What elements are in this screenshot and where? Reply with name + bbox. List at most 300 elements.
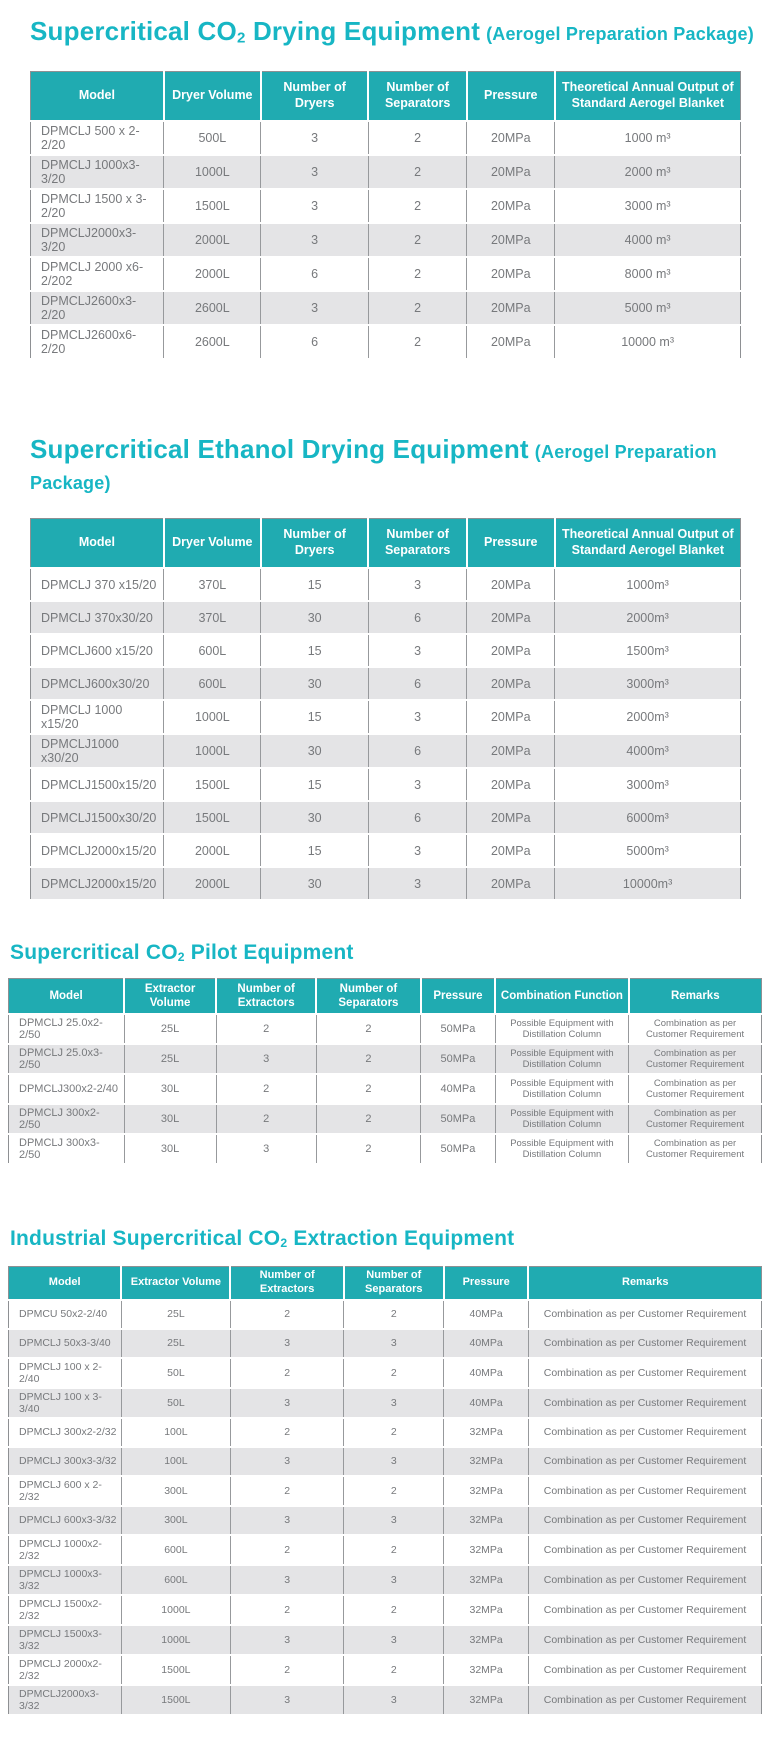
table-cell: 32MPa — [444, 1476, 529, 1506]
table-cell: Combination as per Customer Requirement — [528, 1685, 761, 1715]
table-cell: 1000m³ — [555, 568, 741, 601]
table-cell: 600L — [164, 667, 261, 700]
table-cell: 1500m³ — [555, 634, 741, 667]
table-cell: 32MPa — [444, 1418, 529, 1447]
table-cell: 2 — [344, 1418, 444, 1447]
column-header: Extractor Volume — [124, 979, 216, 1015]
table-row — [9, 1074, 762, 1104]
table-cell: 3 — [261, 155, 369, 189]
table-cell: 40MPa — [444, 1329, 529, 1358]
table-cell: 3 — [261, 121, 369, 155]
table-row — [31, 189, 741, 223]
table-cell: 40MPa — [444, 1300, 529, 1329]
table-cell: Possible Equipment with Distillation Column — [495, 1134, 628, 1164]
header-row — [31, 72, 741, 122]
table-cell: 3 — [368, 634, 466, 667]
table-cell: 1000L — [164, 700, 261, 734]
table-cell: DPMCLJ 100 x 2-2/40 — [9, 1358, 122, 1388]
table-cell: 2 — [230, 1535, 343, 1565]
subscript-2: 2 — [280, 1236, 288, 1251]
table-cell: DPMCLJ 1500x2-2/32 — [9, 1595, 122, 1625]
subscript-2: 2 — [236, 29, 246, 47]
table-row — [31, 867, 741, 900]
table-cell: DPMCLJ 100 x 3-3/40 — [9, 1388, 122, 1418]
column-header: Number of Separators — [344, 1267, 444, 1300]
column-header: Number of Separators — [368, 72, 466, 122]
table-cell: Combination as per Customer Requirement — [528, 1418, 761, 1447]
table-cell: 3000m³ — [555, 667, 741, 700]
column-header: Number of Separators — [316, 979, 420, 1015]
section-ethanol-drying — [0, 434, 769, 901]
table-cell: 2 — [230, 1418, 343, 1447]
table-row — [31, 768, 741, 801]
title-parenthetical: (Aerogel Preparation Package) — [486, 24, 754, 44]
table-cell: 3 — [230, 1506, 343, 1535]
section-title-co2-drying — [0, 0, 769, 47]
table-cell: 3 — [344, 1625, 444, 1655]
table-cell: DPMCLJ 1500 x 3-2/20 — [31, 189, 164, 223]
table-cell: 2 — [344, 1655, 444, 1685]
table-cell: 2 — [368, 121, 466, 155]
table-cell: Possible Equipment with Distillation Column — [495, 1104, 628, 1134]
table-cell: 50L — [121, 1388, 230, 1418]
table-cell: 3 — [368, 768, 466, 801]
table-row — [31, 700, 741, 734]
table-cell: DPMCLJ600x30/20 — [31, 667, 164, 700]
table-cell: 3 — [344, 1685, 444, 1715]
table-cell: 30 — [261, 801, 369, 834]
table-cell: Combination as per Customer Requirement — [629, 1014, 762, 1044]
table-row — [9, 1535, 762, 1565]
table-cell: DPMCLJ 500 x 2-2/20 — [31, 121, 164, 155]
table-cell: 32MPa — [444, 1535, 529, 1565]
column-header: Pressure — [467, 72, 555, 122]
table-cell: 40MPa — [444, 1388, 529, 1418]
table-cell: 20MPa — [467, 189, 555, 223]
table-row — [9, 1655, 762, 1685]
header-row — [9, 1267, 762, 1300]
column-header: Remarks — [528, 1267, 761, 1300]
table-cell: 25L — [121, 1300, 230, 1329]
section-title-co2-pilot — [0, 941, 769, 965]
table-cell: 20MPa — [467, 121, 555, 155]
table-cell: 3 — [261, 291, 369, 325]
table-cell: 3 — [230, 1625, 343, 1655]
table-cell: 2000L — [164, 223, 261, 257]
table-cell: 300L — [121, 1506, 230, 1535]
table-cell: 4000 m³ — [555, 223, 741, 257]
table-cell: 5000m³ — [555, 834, 741, 867]
table-cell: 15 — [261, 700, 369, 734]
table-cell: 2600L — [164, 291, 261, 325]
table-cell: 2 — [344, 1476, 444, 1506]
table-cell: 2 — [230, 1595, 343, 1625]
column-header: Model — [9, 1267, 122, 1300]
table-cell: 3 — [216, 1044, 316, 1074]
table-cell: DPMCLJ 1000x2-2/32 — [9, 1535, 122, 1565]
column-header: Pressure — [467, 519, 555, 569]
table-cell: 2 — [368, 223, 466, 257]
column-header: Number of Extractors — [216, 979, 316, 1015]
table-cell: 32MPa — [444, 1506, 529, 1535]
table-cell: 1500L — [164, 189, 261, 223]
table-cell: 20MPa — [467, 834, 555, 867]
table-cell: Combination as per Customer Requirement — [528, 1595, 761, 1625]
table-cell: 100L — [121, 1418, 230, 1447]
subscript-2: 2 — [177, 950, 185, 965]
table-row — [31, 223, 741, 257]
table-cell: 3 — [368, 568, 466, 601]
table-cell: 3 — [368, 700, 466, 734]
table-cell: DPMCLJ 1000x3-3/32 — [9, 1565, 122, 1595]
table-cell: DPMCLJ 300x3-3/32 — [9, 1447, 122, 1476]
table-cell: DPMCLJ 370x30/20 — [31, 601, 164, 634]
page-bottom-margin — [0, 1716, 769, 1746]
table-cell: 3 — [230, 1388, 343, 1418]
table-row — [31, 257, 741, 291]
table-cell: 3000 m³ — [555, 189, 741, 223]
table-row — [9, 1358, 762, 1388]
table-cell: 3 — [344, 1565, 444, 1595]
column-header: Pressure — [421, 979, 496, 1015]
table-cell: 3 — [368, 867, 466, 900]
table-cell: 6 — [368, 601, 466, 634]
table-cell: Combination as per Customer Requirement — [528, 1358, 761, 1388]
table-cell: 3 — [230, 1685, 343, 1715]
table-row — [31, 801, 741, 834]
table-cell: DPMCLJ 25.0x2-2/50 — [9, 1014, 125, 1044]
table-cell: 50MPa — [421, 1044, 496, 1074]
table-cell: 2 — [344, 1300, 444, 1329]
table-cell: 20MPa — [467, 801, 555, 834]
table-cell: 2 — [230, 1358, 343, 1388]
table-cell: 20MPa — [467, 325, 555, 359]
table-cell: Possible Equipment with Distillation Column — [495, 1044, 628, 1074]
table-cell: 2 — [216, 1104, 316, 1134]
table-cell: 6 — [368, 667, 466, 700]
table-cell: 3 — [344, 1388, 444, 1418]
table-cell: 2 — [368, 155, 466, 189]
table-cell: 370L — [164, 568, 261, 601]
table-cell: 32MPa — [444, 1565, 529, 1595]
table-cell: 40MPa — [444, 1358, 529, 1388]
table-cell: Combination as per Customer Requirement — [528, 1625, 761, 1655]
table-row — [31, 291, 741, 325]
table-cell: 600L — [164, 634, 261, 667]
section-co2-drying — [0, 0, 769, 360]
table-cell: DPMCLJ2000x3-3/20 — [31, 223, 164, 257]
column-header: Number of Extractors — [230, 1267, 343, 1300]
table-cell: 3 — [344, 1329, 444, 1358]
table-cell: 20MPa — [467, 734, 555, 768]
table-cell: 20MPa — [467, 257, 555, 291]
table-cell: 370L — [164, 601, 261, 634]
table-row — [31, 834, 741, 867]
column-header: Theoretical Annual Output of Standard Aerogel Blanket — [555, 72, 741, 122]
table-cell: Combination as per Customer Requirement — [528, 1447, 761, 1476]
table-cell: 2000 m³ — [555, 155, 741, 189]
table-cell: Combination as per Customer Requirement — [528, 1535, 761, 1565]
table-cell: 3 — [368, 834, 466, 867]
table-cell: 30 — [261, 734, 369, 768]
table-row — [9, 1014, 762, 1044]
table-cell: 32MPa — [444, 1655, 529, 1685]
table-cell: 3 — [344, 1506, 444, 1535]
table-cell: 1000 m³ — [555, 121, 741, 155]
table-row — [9, 1625, 762, 1655]
table-cell: 2000L — [164, 257, 261, 291]
table-cell: 25L — [121, 1329, 230, 1358]
table-cell: Combination as per Customer Requirement — [528, 1476, 761, 1506]
table-cell: 600L — [121, 1565, 230, 1595]
table-cell: 2 — [368, 325, 466, 359]
header-row — [31, 519, 741, 569]
table-cell: Combination as per Customer Requirement — [629, 1074, 762, 1104]
table-row — [9, 1418, 762, 1447]
table-row — [9, 1565, 762, 1595]
column-header: Model — [31, 72, 164, 122]
table-cell: 32MPa — [444, 1595, 529, 1625]
table-cell: DPMCLJ 2000 x6-2/202 — [31, 257, 164, 291]
table-row — [9, 1685, 762, 1715]
column-header: Pressure — [444, 1267, 529, 1300]
table-cell: Combination as per Customer Requirement — [528, 1388, 761, 1418]
table-cell: Combination as per Customer Requirement — [528, 1655, 761, 1685]
table-cell: 10000m³ — [555, 867, 741, 900]
table-cell: 20MPa — [467, 867, 555, 900]
table-cell: 2 — [316, 1014, 420, 1044]
table-row — [31, 155, 741, 189]
table-cell: 30L — [124, 1104, 216, 1134]
table-cell: 2000L — [164, 834, 261, 867]
table-cell: 20MPa — [467, 768, 555, 801]
table-cell: 50L — [121, 1358, 230, 1388]
table-cell: 40MPa — [421, 1074, 496, 1104]
table-cell: 6 — [261, 325, 369, 359]
table-row — [9, 1134, 762, 1164]
table-cell: DPMCLJ 600 x 2-2/32 — [9, 1476, 122, 1506]
table-cell: Combination as per Customer Requirement — [629, 1134, 762, 1164]
table-cell: 2 — [230, 1655, 343, 1685]
table-cell: 1500L — [164, 768, 261, 801]
table-cell: Combination as per Customer Requirement — [629, 1104, 762, 1134]
column-header: Dryer Volume — [164, 72, 261, 122]
table-cell: 3 — [216, 1134, 316, 1164]
table-cell: 2000m³ — [555, 700, 741, 734]
table-cell: DPMCLJ 50x3-3/40 — [9, 1329, 122, 1358]
title-text: Supercritical CO — [10, 941, 178, 964]
column-header: Dryer Volume — [164, 519, 261, 569]
table-cell: 300L — [121, 1476, 230, 1506]
table-cell: 15 — [261, 834, 369, 867]
table-row — [9, 1300, 762, 1329]
table-cell: 30L — [124, 1134, 216, 1164]
table-cell: 2 — [368, 257, 466, 291]
table-cell: 2600L — [164, 325, 261, 359]
table-row — [31, 734, 741, 768]
table-cell: 10000 m³ — [555, 325, 741, 359]
title-text: Supercritical Ethanol Drying Equipment — [30, 434, 529, 464]
table-cell: 2 — [344, 1358, 444, 1388]
table-cell: 30L — [124, 1074, 216, 1104]
table-cell: 3 — [230, 1565, 343, 1595]
table-cell: 15 — [261, 768, 369, 801]
table-cell: DPMCLJ2600x3-2/20 — [31, 291, 164, 325]
table-cell: 20MPa — [467, 223, 555, 257]
table-cell: 25L — [124, 1044, 216, 1074]
table-cell: DPMCLJ 300x3-2/50 — [9, 1134, 125, 1164]
title-text: Supercritical CO — [30, 16, 237, 46]
table-row — [9, 1388, 762, 1418]
table-cell: 2 — [316, 1074, 420, 1104]
table-cell: 2 — [344, 1535, 444, 1565]
table-cell: DPMCLJ 1500x3-3/32 — [9, 1625, 122, 1655]
table-cell: 20MPa — [467, 634, 555, 667]
table-cell: 8000 m³ — [555, 257, 741, 291]
table-cell: 2 — [230, 1300, 343, 1329]
table-row — [31, 667, 741, 700]
table-row — [31, 568, 741, 601]
section-industrial-extraction — [0, 1227, 769, 1716]
table-row — [9, 1476, 762, 1506]
table-cell: 2 — [316, 1134, 420, 1164]
header-row — [9, 979, 762, 1015]
table-cell: DPMCU 50x2-2/40 — [9, 1300, 122, 1329]
column-header: Model — [31, 519, 164, 569]
column-header: Remarks — [629, 979, 762, 1015]
table-cell: 3 — [344, 1447, 444, 1476]
table-cell: 6000m³ — [555, 801, 741, 834]
table-cell: 500L — [164, 121, 261, 155]
table-cell: 4000m³ — [555, 734, 741, 768]
table-cell: 20MPa — [467, 601, 555, 634]
table-cell: 20MPa — [467, 291, 555, 325]
table-cell: 1000L — [121, 1625, 230, 1655]
table-row — [31, 634, 741, 667]
table-cell: Combination as per Customer Requirement — [528, 1506, 761, 1535]
table-cell: 20MPa — [467, 667, 555, 700]
table-row — [9, 1595, 762, 1625]
table-cell: 32MPa — [444, 1447, 529, 1476]
table-cell: 32MPa — [444, 1685, 529, 1715]
co2-pilot-table — [8, 978, 762, 1165]
table-row — [31, 325, 741, 359]
table-cell: Combination as per Customer Requirement — [528, 1565, 761, 1595]
column-header: Number of Separators — [368, 519, 466, 569]
table-cell: Possible Equipment with Distillation Column — [495, 1014, 628, 1044]
table-cell: 2 — [216, 1074, 316, 1104]
table-cell: 30 — [261, 667, 369, 700]
table-cell: 2000m³ — [555, 601, 741, 634]
section-title-ethanol-drying — [0, 434, 769, 496]
table-cell: DPMCLJ2000x3-3/32 — [9, 1685, 122, 1715]
table-cell: DPMCLJ 300x2-2/32 — [9, 1418, 122, 1447]
table-cell: Possible Equipment with Distillation Column — [495, 1074, 628, 1104]
table-cell: 1000L — [121, 1595, 230, 1625]
title-text: Extraction Equipment — [287, 1227, 515, 1250]
column-header: Model — [9, 979, 125, 1015]
table-cell: DPMCLJ 1000x3-3/20 — [31, 155, 164, 189]
table-cell: 50MPa — [421, 1104, 496, 1134]
table-cell: 2 — [316, 1104, 420, 1134]
table-cell: 6 — [368, 801, 466, 834]
table-cell: 3 — [261, 223, 369, 257]
table-cell: 20MPa — [467, 568, 555, 601]
table-cell: DPMCLJ1500x15/20 — [31, 768, 164, 801]
section-co2-pilot — [0, 941, 769, 1165]
table-cell: DPMCLJ 1000 x15/20 — [31, 700, 164, 734]
table-cell: 6 — [368, 734, 466, 768]
section-title-industrial-extraction — [0, 1227, 769, 1251]
table-cell: 5000 m³ — [555, 291, 741, 325]
industrial-extraction-table — [8, 1266, 762, 1716]
table-cell: DPMCLJ 25.0x3-2/50 — [9, 1044, 125, 1074]
table-cell: 2 — [316, 1044, 420, 1074]
table-cell: 3000m³ — [555, 768, 741, 801]
table-cell: 20MPa — [467, 700, 555, 734]
table-row — [9, 1044, 762, 1074]
table-cell: 15 — [261, 634, 369, 667]
table-cell: 3 — [261, 189, 369, 223]
table-cell: DPMCLJ2600x6-2/20 — [31, 325, 164, 359]
table-cell: Combination as per Customer Requirement — [528, 1300, 761, 1329]
table-cell: 1500L — [121, 1685, 230, 1715]
table-cell: 2 — [368, 189, 466, 223]
co2-drying-table — [30, 71, 741, 360]
column-header: Theoretical Annual Output of Standard Aerogel Blanket — [555, 519, 741, 569]
table-cell: 2 — [344, 1595, 444, 1625]
title-text: Industrial Supercritical CO — [10, 1227, 281, 1250]
table-row — [9, 1104, 762, 1134]
title-text: Pilot Equipment — [184, 941, 354, 964]
title-text: Drying Equipment — [245, 16, 481, 46]
column-header: Combination Function — [495, 979, 628, 1015]
table-row — [31, 601, 741, 634]
table-cell: 15 — [261, 568, 369, 601]
table-cell: DPMCLJ1000 x30/20 — [31, 734, 164, 768]
table-cell: 2 — [230, 1476, 343, 1506]
table-cell: 2 — [216, 1014, 316, 1044]
table-cell: 6 — [261, 257, 369, 291]
table-cell: DPMCLJ 300x2-2/50 — [9, 1104, 125, 1134]
table-cell: 1500L — [164, 801, 261, 834]
table-row — [31, 121, 741, 155]
table-cell: 1000L — [164, 155, 261, 189]
table-row — [9, 1506, 762, 1535]
table-cell: 1500L — [121, 1655, 230, 1685]
table-cell: 3 — [230, 1329, 343, 1358]
table-cell: Combination as per Customer Requirement — [528, 1329, 761, 1358]
table-row — [9, 1447, 762, 1476]
column-header: Number of Dryers — [261, 519, 369, 569]
table-cell: DPMCLJ2000x15/20 — [31, 834, 164, 867]
ethanol-drying-table — [30, 518, 741, 901]
table-cell: 50MPa — [421, 1014, 496, 1044]
table-cell: DPMCLJ600 x15/20 — [31, 634, 164, 667]
table-cell: DPMCLJ1500x30/20 — [31, 801, 164, 834]
table-cell: 32MPa — [444, 1625, 529, 1655]
table-cell: 1000L — [164, 734, 261, 768]
table-cell: 20MPa — [467, 155, 555, 189]
table-cell: 30 — [261, 867, 369, 900]
column-header: Number of Dryers — [261, 72, 369, 122]
table-cell: 2 — [368, 291, 466, 325]
table-cell: 30 — [261, 601, 369, 634]
table-row — [9, 1329, 762, 1358]
table-cell: Combination as per Customer Requirement — [629, 1044, 762, 1074]
table-cell: 100L — [121, 1447, 230, 1476]
table-cell: 600L — [121, 1535, 230, 1565]
